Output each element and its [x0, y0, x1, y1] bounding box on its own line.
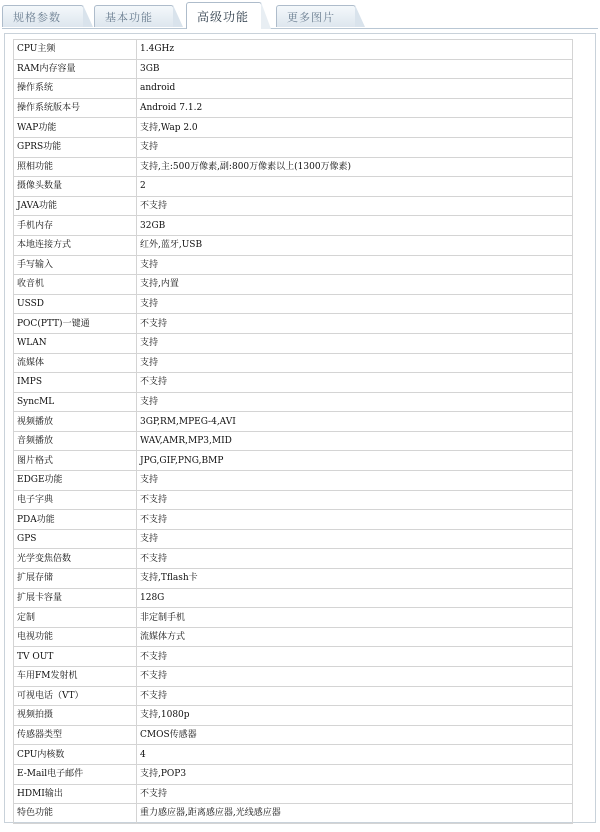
table-row [14, 667, 573, 687]
spec-value: 3GP,RM,MPEG-4,AVI [137, 412, 573, 432]
table-row [14, 804, 573, 824]
spec-value: 不支持 [137, 314, 573, 334]
table-row [14, 510, 573, 530]
spec-value: 支持,内置 [137, 275, 573, 295]
spec-name: EDGE功能 [14, 471, 137, 491]
spec-name: SyncML [14, 392, 137, 412]
spec-name: CPU主频 [14, 40, 137, 60]
table-row [14, 373, 573, 393]
spec-name: 手机内存 [14, 216, 137, 236]
table-row [14, 490, 573, 510]
table-row [14, 431, 573, 451]
tab-label: 基本功能 [105, 10, 153, 24]
spec-name: 电子字典 [14, 490, 137, 510]
spec-value: 不支持 [137, 510, 573, 530]
spec-value: 不支持 [137, 549, 573, 569]
table-row [14, 529, 573, 549]
spec-value: 2 [137, 177, 573, 197]
spec-name: 操作系统版本号 [14, 98, 137, 118]
spec-value: 不支持 [137, 784, 573, 804]
spec-name: 光学变焦倍数 [14, 549, 137, 569]
spec-name: CPU内核数 [14, 745, 137, 765]
table-row [14, 412, 573, 432]
spec-value: 支持 [137, 333, 573, 353]
spec-name: TV OUT [14, 647, 137, 667]
spec-name: 照相功能 [14, 157, 137, 177]
tab-label: 更多图片 [287, 10, 335, 24]
spec-value: 支持,Wap 2.0 [137, 118, 573, 138]
tab-bar [2, 0, 598, 29]
table-row [14, 471, 573, 491]
spec-value: 支持,Tflash卡 [137, 569, 573, 589]
spec-value: 流媒体方式 [137, 627, 573, 647]
spec-table [13, 39, 573, 824]
spec-name: E-Mail电子邮件 [14, 764, 137, 784]
tab-advanced-functions[interactable] [186, 2, 262, 29]
spec-value: 红外,蓝牙,USB [137, 235, 573, 255]
table-row [14, 588, 573, 608]
spec-name: 摄像头数量 [14, 177, 137, 197]
table-row [14, 392, 573, 412]
table-row [14, 137, 573, 157]
spec-name: 可视电话（VT） [14, 686, 137, 706]
spec-name: 视频播放 [14, 412, 137, 432]
table-row [14, 196, 573, 216]
spec-name: 定制 [14, 608, 137, 628]
spec-name: JAVA功能 [14, 196, 137, 216]
spec-value: Android 7.1.2 [137, 98, 573, 118]
spec-value: 支持,POP3 [137, 764, 573, 784]
table-row [14, 549, 573, 569]
table-row [14, 79, 573, 99]
table-row [14, 725, 573, 745]
spec-name: 电视功能 [14, 627, 137, 647]
spec-value: 支持 [137, 137, 573, 157]
spec-value: 支持,主:500万像素,副:800万像素以上(1300万像素) [137, 157, 573, 177]
table-row [14, 333, 573, 353]
spec-value: 不支持 [137, 647, 573, 667]
spec-value: 不支持 [137, 686, 573, 706]
table-row [14, 314, 573, 334]
spec-value: 不支持 [137, 196, 573, 216]
spec-name: 车用FM发射机 [14, 667, 137, 687]
tab-more-pictures[interactable] [276, 5, 356, 27]
spec-value: 支持 [137, 392, 573, 412]
table-row [14, 177, 573, 197]
spec-name: 收音机 [14, 275, 137, 295]
spec-name: 手写输入 [14, 255, 137, 275]
table-row [14, 235, 573, 255]
spec-name: 本地连接方式 [14, 235, 137, 255]
table-row [14, 157, 573, 177]
spec-name: 图片格式 [14, 451, 137, 471]
spec-value: 不支持 [137, 667, 573, 687]
table-row [14, 294, 573, 314]
tab-label: 高级功能 [197, 9, 250, 24]
spec-value: 32GB [137, 216, 573, 236]
table-row [14, 451, 573, 471]
table-row [14, 98, 573, 118]
table-row [14, 627, 573, 647]
table-row [14, 255, 573, 275]
spec-value: 支持 [137, 294, 573, 314]
spec-value: 128G [137, 588, 573, 608]
table-row [14, 764, 573, 784]
table-row [14, 118, 573, 138]
spec-value: 不支持 [137, 373, 573, 393]
tab-spec-params[interactable] [2, 5, 84, 27]
table-row [14, 686, 573, 706]
spec-name: 流媒体 [14, 353, 137, 373]
spec-name: 扩展存储 [14, 569, 137, 589]
spec-value: 支持,1080p [137, 706, 573, 726]
spec-panel [4, 33, 596, 823]
spec-value: CMOS传感器 [137, 725, 573, 745]
tab-basic-functions[interactable] [94, 5, 174, 27]
table-row [14, 59, 573, 79]
table-row [14, 647, 573, 667]
tab-label: 规格参数 [13, 10, 61, 24]
spec-value: 支持 [137, 255, 573, 275]
spec-value: 4 [137, 745, 573, 765]
spec-name: IMPS [14, 373, 137, 393]
spec-name: WLAN [14, 333, 137, 353]
spec-value: 支持 [137, 353, 573, 373]
spec-name: 特色功能 [14, 804, 137, 824]
table-row [14, 745, 573, 765]
spec-value: 支持 [137, 529, 573, 549]
table-row [14, 784, 573, 804]
spec-name: PDA功能 [14, 510, 137, 530]
table-row [14, 216, 573, 236]
table-row [14, 569, 573, 589]
spec-value: WAV,AMR,MP3,MID [137, 431, 573, 451]
table-row [14, 353, 573, 373]
spec-value: 支持 [137, 471, 573, 491]
spec-value: 重力感应器,距离感应器,光线感应器 [137, 804, 573, 824]
spec-value: 不支持 [137, 490, 573, 510]
spec-name: HDMI输出 [14, 784, 137, 804]
table-row [14, 40, 573, 60]
table-row [14, 608, 573, 628]
spec-value: JPG,GIF,PNG,BMP [137, 451, 573, 471]
spec-value: 非定制手机 [137, 608, 573, 628]
spec-name: 视频拍摄 [14, 706, 137, 726]
spec-name: USSD [14, 294, 137, 314]
spec-name: GPS [14, 529, 137, 549]
table-row [14, 275, 573, 295]
spec-value: 1.4GHz [137, 40, 573, 60]
spec-name: RAM内存容量 [14, 59, 137, 79]
spec-name: 传感器类型 [14, 725, 137, 745]
spec-name: WAP功能 [14, 118, 137, 138]
table-row [14, 706, 573, 726]
spec-name: 音频播放 [14, 431, 137, 451]
spec-name: 扩展卡容量 [14, 588, 137, 608]
spec-value: android [137, 79, 573, 99]
spec-name: GPRS功能 [14, 137, 137, 157]
spec-name: POC(PTT)一键通 [14, 314, 137, 334]
spec-value: 3GB [137, 59, 573, 79]
spec-name: 操作系统 [14, 79, 137, 99]
